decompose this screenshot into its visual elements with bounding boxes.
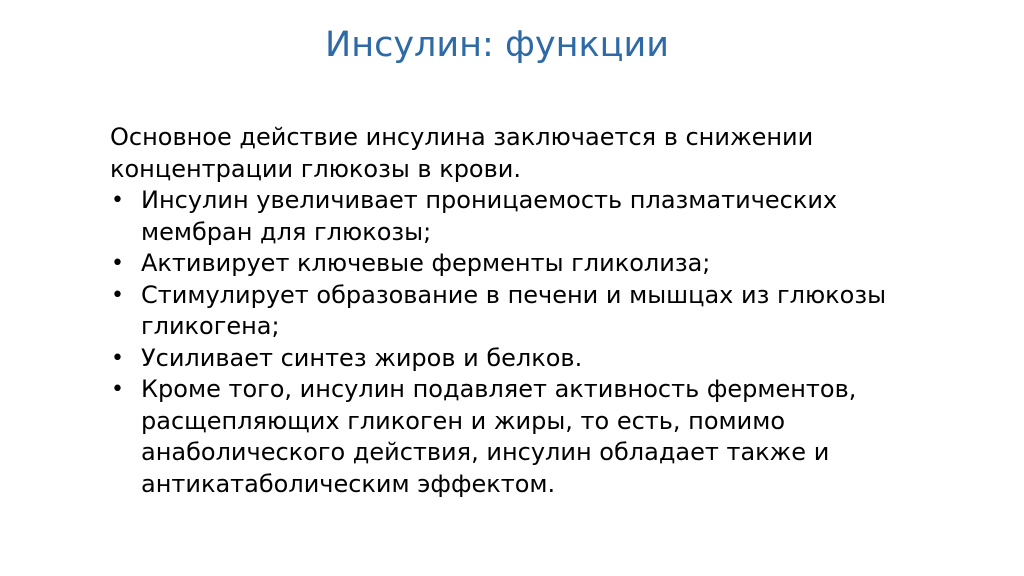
list-item-text: Стимулирует образование в печени и мышцах из глюкозы гликогена; bbox=[141, 280, 887, 340]
list-item-text: Инсулин увеличивает проницаемость плазматических мембран для глюкозы; bbox=[141, 186, 838, 246]
bullet-icon: • bbox=[111, 282, 124, 308]
list-item bbox=[110, 185, 940, 248]
bullet-icon: • bbox=[111, 345, 124, 371]
list-item bbox=[110, 343, 940, 375]
bullet-list bbox=[110, 185, 940, 500]
list-item-text: Активирует ключевые ферменты гликолиза; bbox=[141, 249, 711, 277]
bullet-icon: • bbox=[111, 251, 124, 276]
list-item bbox=[110, 280, 940, 343]
bullet-icon: • bbox=[111, 377, 124, 402]
list-item bbox=[110, 374, 940, 500]
bullet-icon: • bbox=[111, 188, 124, 213]
list-item-text: Усиливает синтез жиров и белков. bbox=[141, 343, 583, 372]
slide-body bbox=[110, 122, 940, 500]
list-item-text: Кроме того, инсулин подавляет активность ферментов, расщепляющих гликоген и жиры, то есть, помимо анаболического действия, инсулин обладает также и антикатаболическим эффектом. bbox=[141, 375, 857, 498]
list-item bbox=[110, 248, 940, 280]
slide-title: Инсулин: функции bbox=[325, 25, 669, 65]
intro-paragraph: Основное действие инсулина заключается в снижении концентрации глюкозы в крови. bbox=[110, 123, 814, 183]
